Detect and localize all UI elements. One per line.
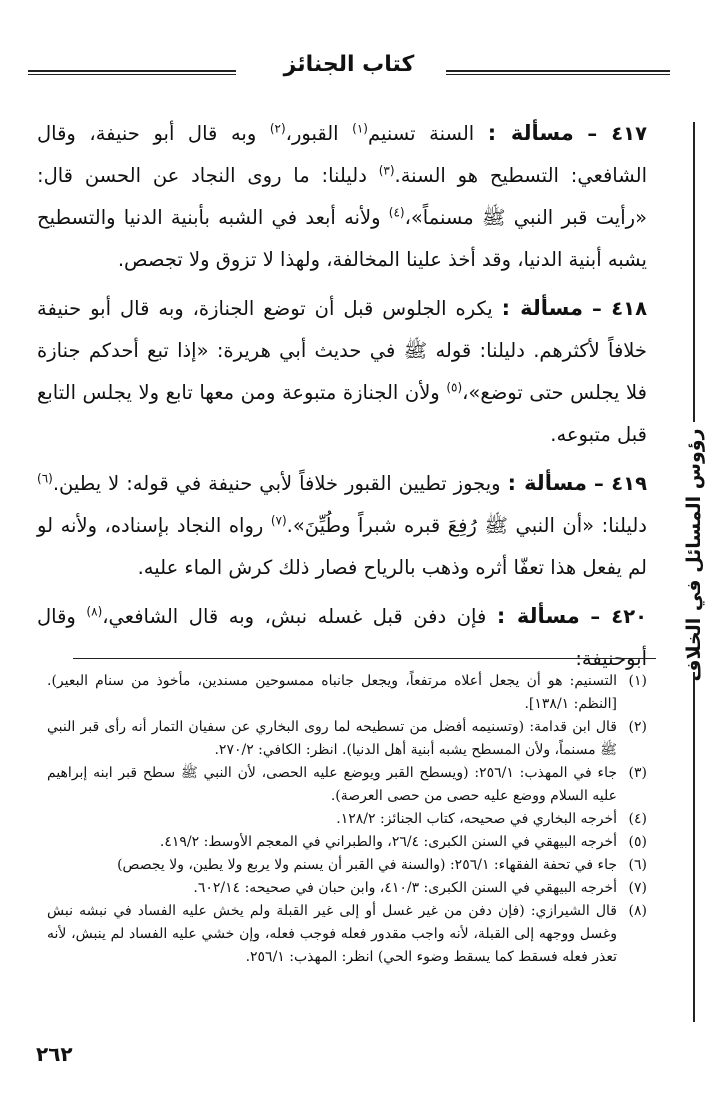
issue-paragraph (37, 287, 647, 456)
footnote-number: (٦) (628, 857, 647, 873)
footnote (47, 900, 647, 969)
footnote-ref[interactable]: (٤) (388, 205, 405, 220)
page-number: ٢٦٢ (36, 1042, 73, 1066)
footnote (47, 762, 647, 808)
issue-keyword: مسألة : (501, 296, 584, 320)
issue-keyword: مسألة : (507, 471, 587, 495)
issue-text: ولأن الجنازة متبوعة ومن معها تابع ولا يجلس التابع قبل متبوعه. (37, 381, 647, 446)
issue-text: السنة تسنيم (367, 122, 475, 145)
issue-text: القبور، (285, 122, 353, 145)
issue-keyword: مسألة : (487, 121, 574, 145)
issue-text: فإن دفن قبل غسله نبش، وبه قال الشافعي، (102, 605, 487, 628)
header-rule-right (446, 70, 670, 75)
footnote-number: (٨) (628, 903, 647, 919)
issue-number: ٤٢٠ – (590, 605, 648, 628)
side-running-title (677, 428, 711, 682)
issues-body (37, 112, 647, 686)
footnote-divider (73, 658, 656, 659)
footnote-number: (٤) (628, 811, 647, 827)
issue-text: وبه قال أبو حنيفة، وقال الشافعي: التسطيح هو السنة. (37, 122, 647, 187)
footnote-text: قال ابن قدامة: (وتسنيمه أفضل من تسطيحه لما روى البخاري عن سفيان التمار أنه رأى قبر النبي ﷺ مسنماً، ولأن المسطح يشبه أبنية أهل الدنيا). انظر: الكافي: ٢٧٠/٢. (47, 719, 617, 758)
footnote (47, 854, 647, 877)
issue-text: رواه النجاد بإسناده، ولأنه لو لم يفعل هذا تعفّا أثره وذهب بالرياح فصار ذلك كرش الماء عليه. (37, 514, 647, 579)
issue-keyword: مسألة : (496, 604, 580, 628)
side-rule-top (693, 122, 695, 422)
footnote (47, 716, 647, 762)
footnote-ref[interactable]: (١) (352, 121, 368, 136)
issue-text: ولأنه أبعد في الشبه بأبنية الدنيا والتسطيح يشبه أبنية الدنيا، وقد أخذ علينا المخالفة، ولهذا لا تزوق ولا تجصص. (37, 206, 647, 271)
footnote-ref[interactable]: (٦) (37, 471, 53, 486)
footnote-number: (٥) (628, 834, 647, 850)
footnote (47, 670, 647, 716)
footnotes (47, 670, 647, 969)
footnote-text: جاء في المهذب: ٢٥٦/١: (ويسطح القبر ويوضع عليه الحصى، لأن النبي ﷺ سطح قبر ابنه إبراهيم عليه السلام ووضع عليه حصى من حصى العرصة). (47, 765, 617, 804)
footnote-number: (٢) (628, 719, 647, 735)
issue-number: ٤١٧ – (587, 122, 647, 145)
issue-text: دليلنا: ما روى النجاد عن الحسن قال: «رأيت قبر النبي ﷺ مسنماً»، (37, 164, 647, 229)
footnote-ref[interactable]: (٨) (86, 604, 103, 619)
footnote-text: قال الشيرازي: (فإن دفن من غير غسل أو إلى غير القبلة ولم يخش عليه الفساد في نبشه نبش وغسل ووجهه إلى القبلة، لأنه واجب مقدور فعله فوجب فعله، وإن خشي عليه الفساد لم ينبش، لأنه تعذر فعله فسقط كما يسقط وضوء الحي) انظر: المهذب: ٢٥٦/١. (47, 903, 617, 965)
footnote-text: أخرجه البيهقي في السنن الكبرى: ٢٦/٤، والطبراني في المعجم الأوسط: ٤١٩/٢. (159, 834, 617, 850)
footnote-ref[interactable]: (٥) (446, 380, 463, 395)
footnote (47, 808, 647, 831)
footnote (47, 831, 647, 854)
footnote-text: جاء في تحفة الفقهاء: ٢٥٦/١: (والسنة في القبر أن يسنم ولا يربع ولا يطين، ولا يجصص) (117, 857, 617, 873)
footnote-text: أخرجه البخاري في صحيحه، كتاب الجنائز: ١٢٨/٢. (336, 811, 617, 827)
footnote-ref[interactable]: (٧) (270, 513, 287, 528)
issue-text: دليلنا: «أن النبي ﷺ رُفِعَ قبره شبراً وطُيِّنَ». (286, 514, 647, 537)
issue-number: ٤١٨ – (591, 297, 647, 320)
issue-text: وقال أبوحنيفة: (37, 605, 647, 670)
footnote-ref[interactable]: (٣) (378, 163, 395, 178)
issue-number: ٤١٩ – (593, 472, 647, 495)
issue-paragraph (37, 595, 647, 680)
issue-text: ويجوز تطيين القبور خلافاً لأبي حنيفة في قوله: لا يطين. (52, 472, 501, 495)
issue-paragraph (37, 112, 647, 281)
footnote-number: (٣) (628, 765, 647, 781)
side-rule-bottom (693, 672, 695, 1022)
book-title: رؤوس المسائل في الخلاف (683, 428, 705, 682)
issue-paragraph (37, 462, 647, 589)
footnote (47, 877, 647, 900)
footnote-number: (٧) (628, 880, 647, 896)
running-header (28, 50, 670, 90)
chapter-title: كتاب الجنائز (283, 52, 415, 77)
footnote-text: التسنيم: هو أن يجعل أعلاه مرتفعاً، ويجعل جانباه ممسوحين مسندين، مأخوذ من سنام البعير). [النظم: ١٣٨/١]. (47, 673, 617, 712)
issue-text: يكره الجلوس قبل أن توضع الجنازة، وبه قال أبو حنيفة خلافاً لأكثرهم. دليلنا: قوله ﷺ في حديث أبي هريرة: «إذا تبع أحدكم جنازة فلا يجلس حتى توضع»، (37, 297, 647, 404)
footnote-ref[interactable]: (٢) (269, 121, 286, 136)
footnote-text: أخرجه البيهقي في السنن الكبرى: ٤١٠/٣، وابن حبان في صحيحه: ٦٠٢/١٤. (193, 880, 617, 896)
footnote-number: (١) (628, 673, 647, 689)
